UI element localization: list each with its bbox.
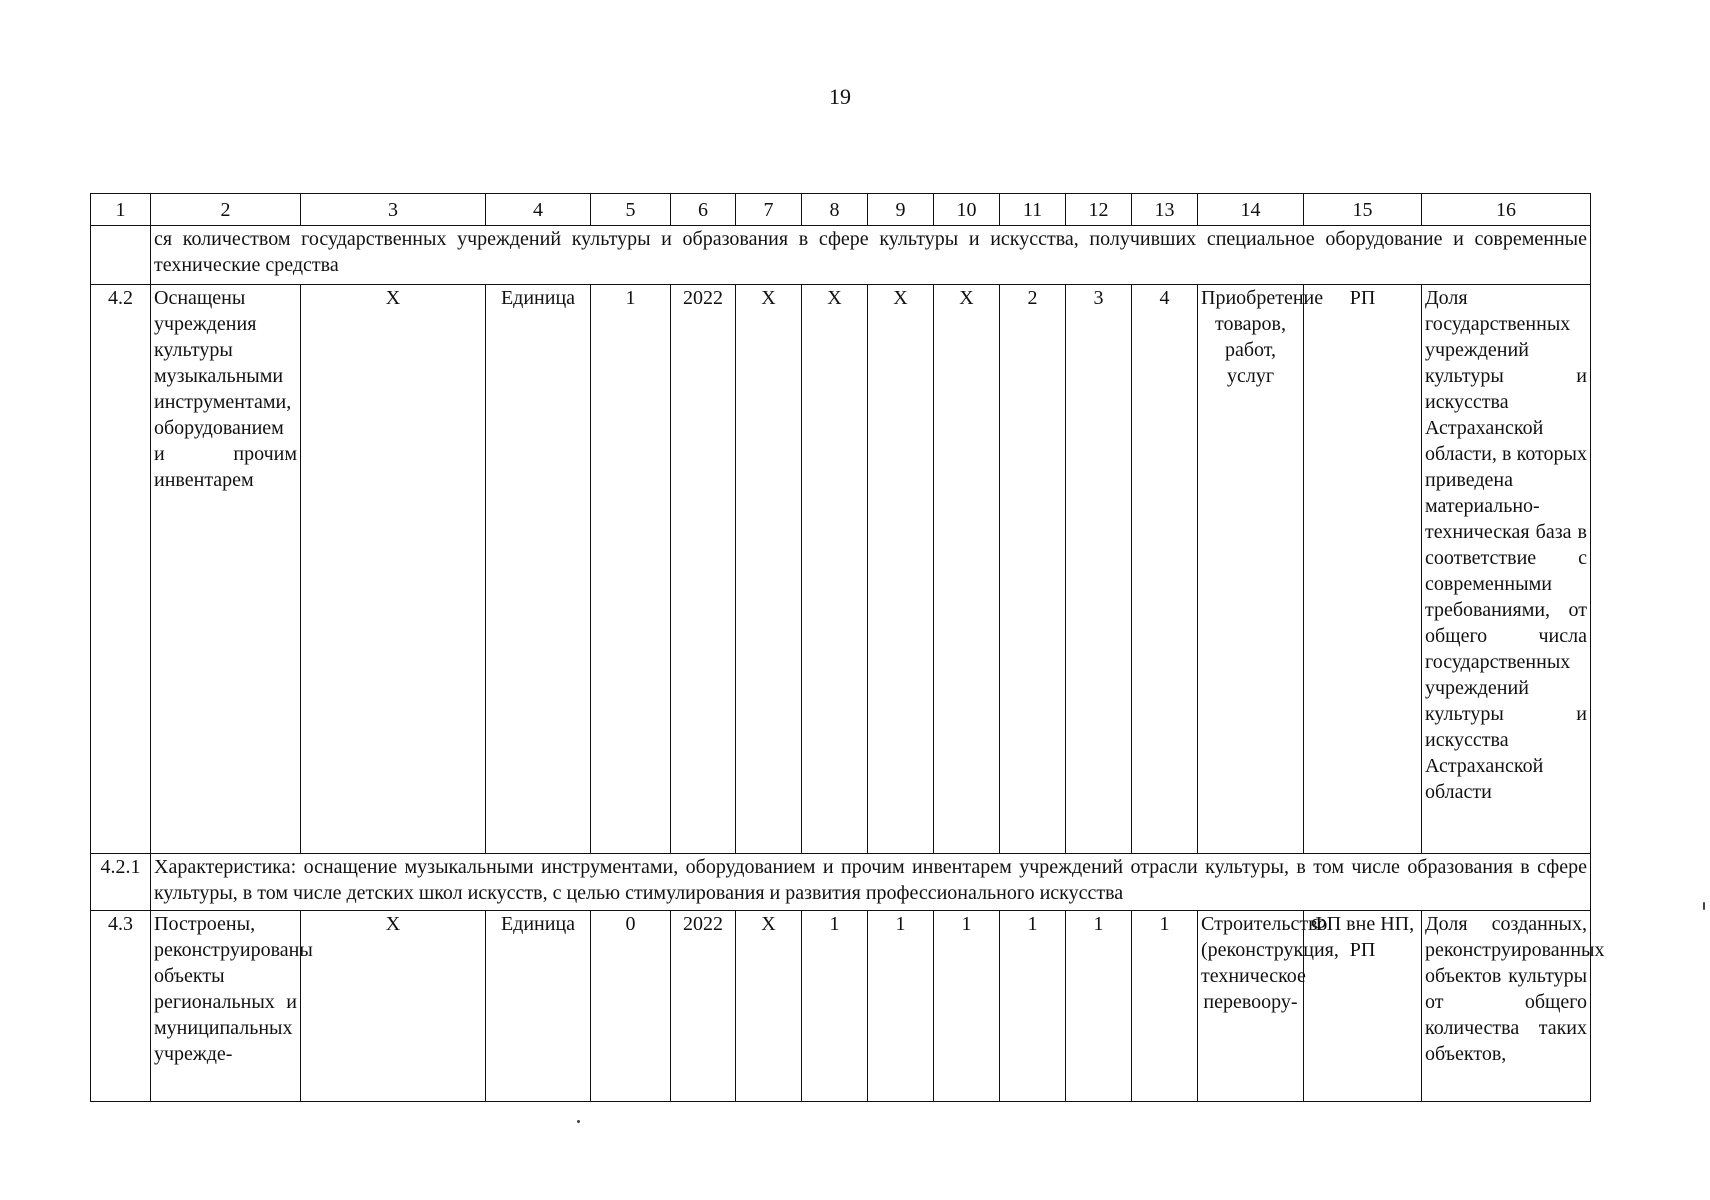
row-number-empty bbox=[91, 226, 151, 285]
cell-col8: X bbox=[802, 285, 868, 854]
cell-col3: X bbox=[301, 911, 486, 1102]
table-row bbox=[91, 285, 1591, 854]
header-cell: 7 bbox=[736, 194, 802, 226]
header-cell: 12 bbox=[1066, 194, 1132, 226]
header-cell: 13 bbox=[1132, 194, 1198, 226]
characteristic-text: Характеристика: оснащение музыкальными инструментами, оборудованием и прочим инвентарем учреждений отрасли культуры, в том числе образования в сфере культуры, в том числе детских школ искусств, с целью стимулирования и развития профессионального искусства bbox=[151, 854, 1591, 911]
cell-col7: X bbox=[736, 911, 802, 1102]
header-cell: 14 bbox=[1198, 194, 1304, 226]
header-cell: 10 bbox=[934, 194, 1000, 226]
scan-speck bbox=[577, 1120, 580, 1123]
scan-speck bbox=[1703, 902, 1705, 910]
activity-name: Оснащены учреждения культуры музыкальными инструментами, оборудованием и прочим инвентарем bbox=[151, 285, 301, 854]
header-cell: 1 bbox=[91, 194, 151, 226]
header-row bbox=[91, 194, 1591, 226]
header-cell: 3 bbox=[301, 194, 486, 226]
activity-name: Построены, реконструированы объекты региональных и муниципальных учрежде- bbox=[151, 911, 301, 1102]
cell-col9: X bbox=[868, 285, 934, 854]
unit-cell: Единица bbox=[486, 285, 591, 854]
header-cell: 16 bbox=[1422, 194, 1591, 226]
year-cell: 2022 bbox=[671, 285, 736, 854]
header-cell: 2 bbox=[151, 194, 301, 226]
cell-col5: 0 bbox=[591, 911, 671, 1102]
cell-col8: 1 bbox=[802, 911, 868, 1102]
indicator-cell: Доля государственных учреждений культуры и искусства Астраханской области, в которых приведена материально-техническая база в соответствие с современными требованиями, от общего числа государственных учреждений культуры и искусства Астраханской области bbox=[1422, 285, 1591, 854]
table-row bbox=[91, 911, 1591, 1102]
activities-table bbox=[90, 193, 1605, 1102]
cell-col13: 1 bbox=[1132, 911, 1198, 1102]
cell-col11: 2 bbox=[1000, 285, 1066, 854]
cell-col10: X bbox=[934, 285, 1000, 854]
header-cell: 11 bbox=[1000, 194, 1066, 226]
funding-source: РП bbox=[1304, 285, 1422, 854]
funding-source: ФП вне НП, РП bbox=[1304, 911, 1422, 1102]
header-cell: 9 bbox=[868, 194, 934, 226]
header-cell: 5 bbox=[591, 194, 671, 226]
cell-col3: X bbox=[301, 285, 486, 854]
header-cell: 15 bbox=[1304, 194, 1422, 226]
row-number: 4.2.1 bbox=[91, 854, 151, 911]
cell-col9: 1 bbox=[868, 911, 934, 1102]
year-cell: 2022 bbox=[671, 911, 736, 1102]
continuation-row bbox=[91, 226, 1591, 285]
activity-type: Строительство (реконструкция, техническое перевоору- bbox=[1198, 911, 1304, 1102]
cell-col5: 1 bbox=[591, 285, 671, 854]
cell-col13: 4 bbox=[1132, 285, 1198, 854]
characteristic-row bbox=[91, 854, 1591, 911]
page-number: 19 bbox=[829, 84, 851, 109]
cell-col10: 1 bbox=[934, 911, 1000, 1102]
continuation-text: ся количеством государственных учреждений культуры и образования в сфере культуры и искусства, получивших специальное оборудование и современные технические средства bbox=[151, 226, 1591, 285]
header-cell: 6 bbox=[671, 194, 736, 226]
row-number: 4.2 bbox=[91, 285, 151, 854]
indicator-cell: Доля созданных, реконструированных объектов культуры от общего количества таких объектов, bbox=[1422, 911, 1591, 1102]
activity-type: Приобретение товаров, работ, услуг bbox=[1198, 285, 1304, 854]
header-cell: 4 bbox=[486, 194, 591, 226]
cell-col11: 1 bbox=[1000, 911, 1066, 1102]
cell-col12: 1 bbox=[1066, 911, 1132, 1102]
header-cell: 8 bbox=[802, 194, 868, 226]
cell-col12: 3 bbox=[1066, 285, 1132, 854]
cell-col7: X bbox=[736, 285, 802, 854]
row-number: 4.3 bbox=[91, 911, 151, 1102]
unit-cell: Единица bbox=[486, 911, 591, 1102]
